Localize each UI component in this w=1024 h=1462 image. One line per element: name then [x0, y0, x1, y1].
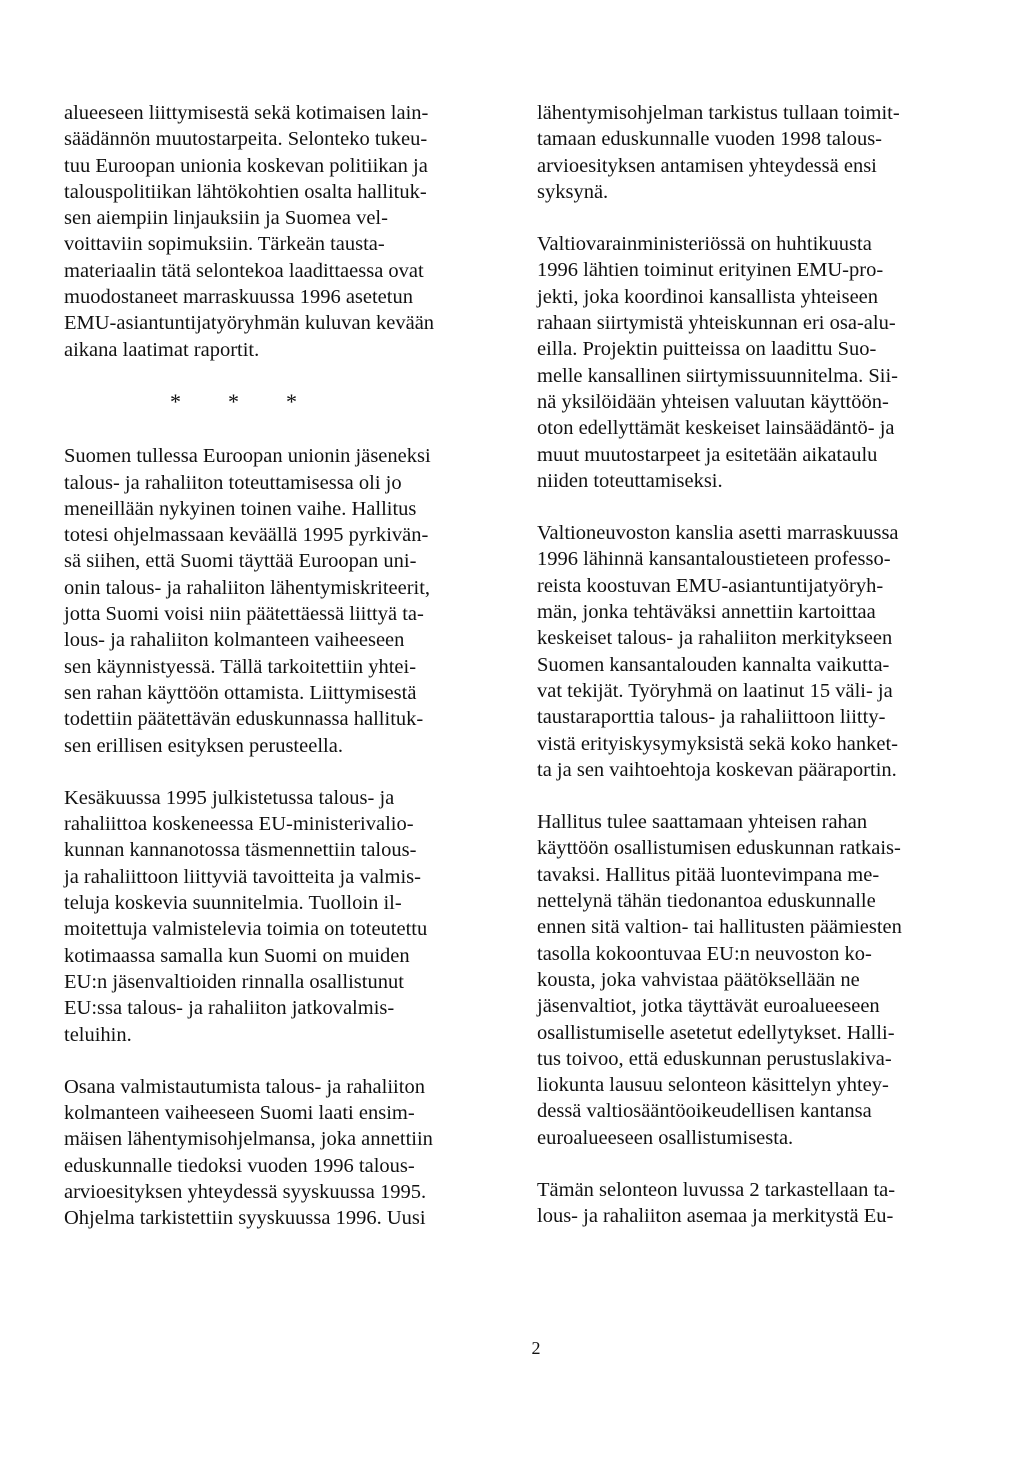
section-separator	[64, 389, 510, 415]
text-line: onin talous- ja rahaliiton lähentymiskriteerit,	[64, 576, 431, 599]
text-line: muodostaneet marraskuussa 1996 asetetun	[64, 286, 413, 309]
text-line: käyttöön osallistumisen eduskunnan ratkais-	[537, 837, 901, 860]
text-line: keskeiset talous- ja rahaliiton merkitykseen	[537, 627, 893, 650]
text-line: syksynä.	[537, 180, 609, 203]
text-line: lähentymisohjelman tarkistus tullaan toimit-	[537, 102, 900, 124]
text-line: kotimaassa samalla kun Suomi on muiden	[64, 944, 410, 967]
text-line: Valtioneuvoston kanslia asetti marraskuussa	[537, 522, 899, 545]
text-line: liokunta lausuu selonteon käsittelyn yhtey-	[537, 1074, 889, 1097]
text-line: Suomen kansantalouden kannalta vaikutta-	[537, 653, 890, 676]
asterisk-mark: *	[170, 388, 181, 414]
text-line: voittaviin sopimuksiin. Tärkeän tausta-	[64, 233, 385, 256]
text-line: moitettuja valmistelevia toimia on toteutettu	[64, 918, 428, 941]
text-line: säädännön muutostarpeita. Selonteko tukeu-	[64, 128, 428, 151]
text-line: män, jonka tehtäväksi annettiin kartoittaa	[537, 601, 876, 624]
text-line: tavaksi. Hallitus pitää luontevimpana me-	[537, 863, 880, 886]
text-line: alueeseen liittymisestä sekä kotimaisen lain-	[64, 102, 429, 124]
text-line: aikana laatimat raportit.	[64, 338, 260, 361]
asterisk-mark: *	[286, 388, 297, 414]
text-line: arvioesityksen antamisen yhteydessä ensi	[537, 154, 877, 177]
paragraph	[537, 100, 969, 205]
text-line: sen käynnistyessä. Tällä tarkoitettiin yhtei-	[64, 655, 417, 678]
text-line: arvioesityksen yhteydessä syyskuussa 1995.	[64, 1180, 427, 1203]
paragraph	[537, 520, 969, 783]
text-line: niiden toteuttamiseksi.	[537, 469, 723, 492]
text-line: teluihin.	[64, 1023, 132, 1046]
text-line: tasolla kokoontuvaa EU:n neuvoston ko-	[537, 942, 872, 965]
text-line: rahaliittoa koskeneessa EU-ministerivalio-	[64, 813, 414, 836]
text-line: mäisen lähentymisohjelmansa, joka annettiin	[64, 1128, 433, 1151]
left-column	[64, 100, 510, 1258]
paragraph	[537, 1177, 969, 1230]
text-line: kolmanteen vaiheeseen Suomi laati ensim-	[64, 1102, 415, 1125]
text-line: jotta Suomi voisi niin päätettäessä liittyä ta-	[64, 603, 424, 626]
text-line: vat tekijät. Työryhmä on laatinut 15 väli- ja	[537, 679, 893, 702]
text-line: osallistumiselle asetetut edellytykset. Halli-	[537, 1021, 895, 1044]
right-column	[537, 100, 969, 1256]
asterisk-mark: *	[228, 388, 239, 414]
text-line: EU:ssa talous- ja rahaliiton jatkovalmis-	[64, 997, 395, 1020]
text-line: tamaan eduskunnalle vuoden 1998 talous-	[537, 128, 882, 151]
text-line: 1996 lähtien toiminut erityinen EMU-pro-	[537, 259, 884, 282]
text-line: Osana valmistautumista talous- ja rahaliiton	[64, 1075, 425, 1098]
text-line: jekti, joka koordinoi kansallista yhteiseen	[537, 285, 879, 308]
text-line: ta ja sen vaihtoehtoja koskevan pääraportin.	[537, 758, 897, 781]
text-line: lous- ja rahaliiton kolmanteen vaiheeseen	[64, 629, 405, 652]
page-number: 2	[531, 1338, 541, 1358]
text-line: eilla. Projektin puitteissa on laadittu Suo-	[537, 338, 877, 361]
text-line: EMU-asiantuntijatyöryhmän kuluvan kevään	[64, 312, 435, 335]
text-line: muut muutostarpeet ja esitetään aikataulu	[537, 443, 878, 466]
paragraph	[537, 231, 969, 494]
text-line: eduskunnalle tiedoksi vuoden 1996 talous-	[64, 1154, 415, 1177]
text-line: kunnan kannanotossa täsmennettiin talous-	[64, 839, 417, 862]
text-line: sen aiempiin linjauksiin ja Suomea vel-	[64, 207, 388, 230]
text-line: tuu Euroopan unionia koskevan politiikan ja	[64, 154, 428, 177]
text-line: teluja koskevia suunnitelmia. Tuolloin il-	[64, 892, 402, 915]
text-line: taustaraporttia talous- ja rahaliittoon liitty-	[537, 706, 886, 729]
text-line: kousta, joka vahvistaa päätöksellään ne	[537, 968, 860, 991]
text-line: totesi ohjelmassaan keväällä 1995 pyrkivän-	[64, 524, 429, 547]
text-line: sä siihen, että Suomi täyttää Euroopan uni-	[64, 550, 417, 573]
text-line: Hallitus tulee saattamaan yhteisen rahan	[537, 811, 868, 834]
text-line: nä yksilöidään yhteisen valuutan käyttöön-	[537, 390, 889, 413]
paragraph	[64, 100, 510, 363]
text-line: Kesäkuussa 1995 julkistetussa talous- ja	[64, 786, 395, 809]
text-line: meneillään nykyinen toinen vaihe. Hallitus	[64, 497, 417, 520]
text-line: jäsenvaltiot, jotka täyttävät euroalueeseen	[537, 995, 880, 1018]
text-line: materiaalin tätä selontekoa laadittaessa ovat	[64, 259, 424, 282]
text-line: melle kansallinen siirtymissuunnitelma. Sii-	[537, 364, 898, 387]
text-line: todettiin päätettävän eduskunnassa hallituk-	[64, 708, 424, 731]
text-line: euroalueeseen osallistumisesta.	[537, 1126, 794, 1149]
text-line: vistä erityiskysymyksistä sekä koko hanket-	[537, 732, 898, 755]
text-line: Tämän selonteon luvussa 2 tarkastellaan ta-	[537, 1178, 896, 1201]
text-line: dessä valtiosääntöoikeudellisen kantansa	[537, 1100, 872, 1123]
paragraph	[64, 443, 510, 759]
text-line: EU:n jäsenvaltioiden rinnalla osallistunut	[64, 970, 404, 993]
text-line: talouspolitiikan lähtökohtien osalta hallituk-	[64, 180, 427, 203]
text-line: nettelynä tähän tiedonantoa eduskunnalle	[537, 890, 876, 913]
text-line: tus toivoo, että eduskunnan perustuslakiva-	[537, 1047, 892, 1070]
paragraph	[64, 1074, 510, 1232]
paragraph	[537, 809, 969, 1151]
paragraph	[64, 785, 510, 1048]
text-line: sen rahan käyttöön ottamista. Liittymisestä	[64, 681, 417, 704]
text-line: Valtiovarainministeriössä on huhtikuusta	[537, 233, 872, 256]
text-line: ja rahaliittoon liittyviä tavoitteita ja valmis-	[64, 865, 421, 888]
text-line: talous- ja rahaliiton toteuttamisessa oli jo	[64, 471, 402, 494]
text-line: rahaan siirtymistä yhteiskunnan eri osa-alu-	[537, 312, 896, 335]
text-line: lous- ja rahaliiton asemaa ja merkitystä Eu-	[537, 1205, 894, 1228]
text-line: sen erillisen esityksen perusteella.	[64, 734, 343, 757]
text-line: reista koostuvan EMU-asiantuntijatyöryh-	[537, 574, 884, 597]
text-line: Ohjelma tarkistettiin syyskuussa 1996. Uusi	[64, 1207, 426, 1230]
text-line: oton edellyttämät keskeiset lainsäädäntö- ja	[537, 417, 895, 440]
text-line: Suomen tullessa Euroopan unionin jäseneksi	[64, 445, 431, 468]
text-line: 1996 lähinnä kansantaloustieteen professo-	[537, 548, 891, 571]
text-line: ennen sitä valtion- tai hallitusten päämiesten	[537, 916, 902, 939]
